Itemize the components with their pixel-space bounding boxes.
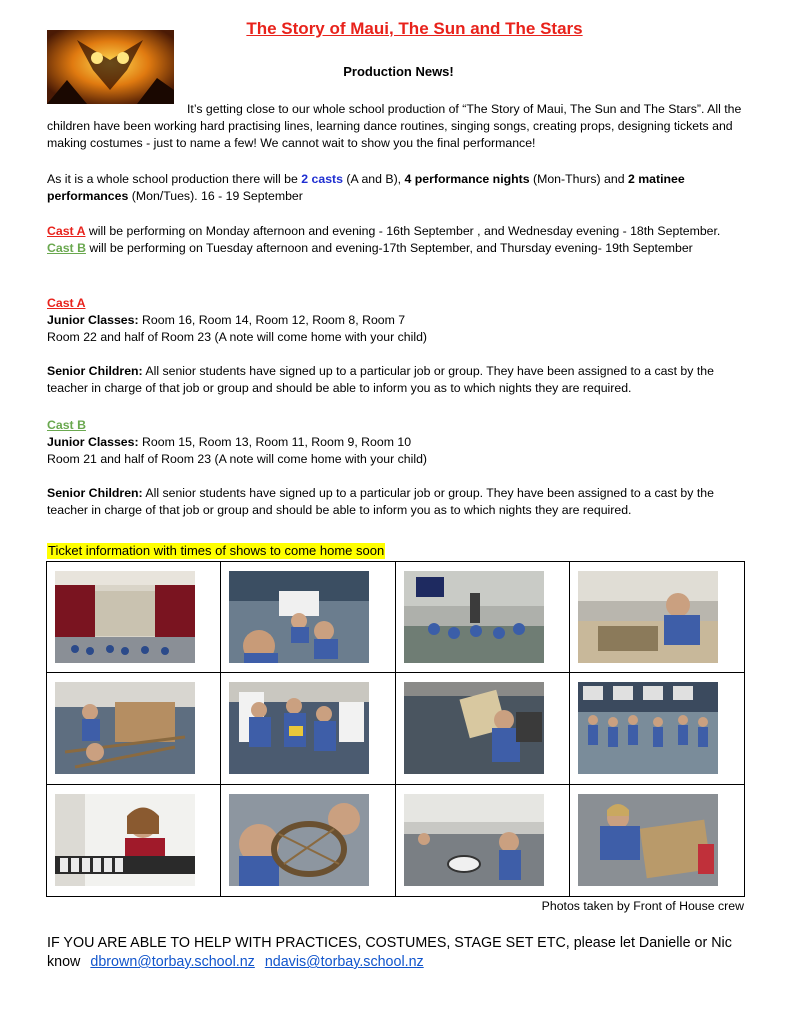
junior-rooms: Room 15, Room 13, Room 11, Room 9, Room 10 xyxy=(138,435,412,449)
matinee-performances: 2 matinee performances xyxy=(47,172,685,203)
cast-b-heading: Cast B xyxy=(47,418,86,432)
performance-nights: 4 performance nights xyxy=(404,172,530,186)
photo-xylophone xyxy=(55,794,195,886)
casts-count: 2 casts xyxy=(301,172,343,186)
photo-screen-watching xyxy=(404,571,544,663)
cast-b-junior xyxy=(47,434,747,451)
intro-paragraph xyxy=(47,101,747,152)
photo-floor-props xyxy=(55,682,195,774)
photo-stage xyxy=(55,571,195,663)
cast-b-senior xyxy=(47,485,747,519)
schedule-paragraph xyxy=(47,223,747,257)
casts-info-text: As it is a whole school production there will be xyxy=(47,172,302,186)
cast-b-section xyxy=(47,417,747,519)
photo-caption: Photos taken by Front of House crew xyxy=(541,899,744,913)
email-link-dbrown[interactable]: dbrown@torbay.school.nz xyxy=(90,954,255,970)
footer-notice xyxy=(47,934,757,972)
photo-cell xyxy=(47,673,221,784)
casts-info-text: (A and B), xyxy=(343,172,405,186)
cast-a-schedule xyxy=(47,223,747,240)
casts-info-text: (Mon/Tues). 16 - 19 September xyxy=(128,189,303,203)
photo-dance-rehearsal xyxy=(578,682,718,774)
photo-script-reading xyxy=(229,682,369,774)
casts-info-paragraph xyxy=(47,171,747,205)
photo-classroom-group xyxy=(229,571,369,663)
photo-cell xyxy=(396,785,570,896)
photo-cell xyxy=(221,673,395,784)
senior-label: Senior Children: xyxy=(47,364,143,378)
cast-a-junior xyxy=(47,312,747,329)
senior-label: Senior Children: xyxy=(47,486,143,500)
senior-text: All senior students have signed up to a particular job or group. They have been assigned to a cast by the teacher in charge of that job or group and should be able to inform you as to which nights they are required. xyxy=(47,486,714,517)
cast-a-label: Cast A xyxy=(47,224,86,238)
junior-label: Junior Classes: xyxy=(47,435,139,449)
junior-extra: Room 21 and half of Room 23 (A note will come home with your child) xyxy=(47,452,428,466)
cast-b-schedule xyxy=(47,240,747,257)
photo-weaving-prop xyxy=(229,794,369,886)
photo-reading-book xyxy=(404,682,544,774)
photo-cell xyxy=(47,785,221,896)
photo-cell xyxy=(221,785,395,896)
junior-label: Junior Classes: xyxy=(47,313,139,327)
junior-rooms: Room 16, Room 14, Room 12, Room 8, Room 7 xyxy=(138,313,406,327)
photo-cell xyxy=(570,673,744,784)
section-subtitle: Production News! xyxy=(343,64,454,79)
photo-grid xyxy=(46,561,745,897)
footer-text: IF YOU ARE ABLE TO HELP WITH PRACTICES, COSTUMES, STAGE SET ETC, please let Danielle or Nic know xyxy=(47,935,732,970)
photo-cell xyxy=(396,673,570,784)
email-link-ndavis[interactable]: ndavis@torbay.school.nz xyxy=(264,954,424,970)
cast-a-heading: Cast A xyxy=(47,296,86,310)
junior-extra: Room 22 and half of Room 23 (A note will come home with your child) xyxy=(47,330,428,344)
photo-cell xyxy=(396,562,570,673)
photo-cell xyxy=(570,785,744,896)
cast-a-senior xyxy=(47,363,747,397)
photo-cell xyxy=(47,562,221,673)
cast-a-schedule-text: will be performing on Monday afternoon and evening - 16th September , and Wednesday evening - 18th September. xyxy=(85,224,721,238)
cast-a-section xyxy=(47,295,747,397)
intro-text: It’s getting close to our whole school production of “The Story of Maui, The Sun and The Stars”. All the children have been working hard practising lines, learning dance routines, singing songs, creating props, designing tickets and making costumes - just to name a few! We cannot wait to show you the final performance! xyxy=(47,102,742,150)
ticket-notice: Ticket information with times of shows to come home soon xyxy=(48,543,385,558)
cast-b-label: Cast B xyxy=(47,241,86,255)
photo-craft-table xyxy=(578,571,718,663)
photo-cardboard-craft xyxy=(578,794,718,886)
photo-cell xyxy=(221,562,395,673)
senior-text: All senior students have signed up to a particular job or group. They have been assigned to a cast by the teacher in charge of that job or group and should be able to inform you as to which nights they are required. xyxy=(47,364,714,395)
page-title: The Story of Maui, The Sun and The Stars xyxy=(246,19,583,38)
photo-cell xyxy=(570,562,744,673)
photo-drum-practice xyxy=(404,794,544,886)
cast-b-schedule-text: will be performing on Tuesday afternoon and evening-17th September, and Thursday evening- 19th September xyxy=(85,241,693,255)
casts-info-text: (Mon-Thurs) and xyxy=(529,172,628,186)
